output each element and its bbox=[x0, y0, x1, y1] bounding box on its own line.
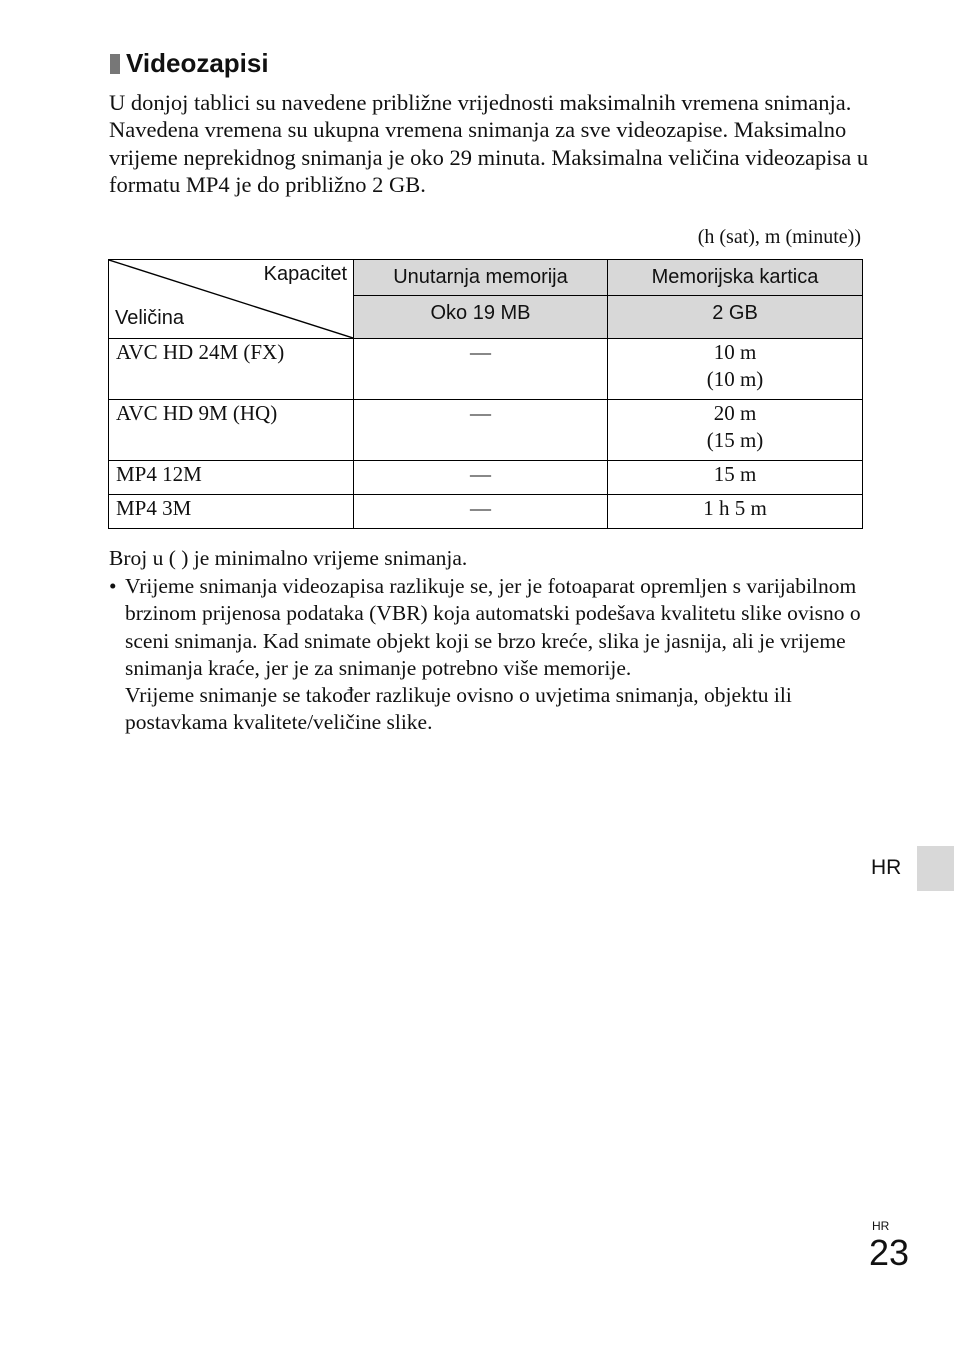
heading-marker-icon bbox=[110, 54, 120, 74]
row-card-min-time: (15 m) bbox=[706, 428, 764, 452]
page-language: HR bbox=[872, 1219, 890, 1233]
row-card bbox=[608, 400, 863, 461]
bullet-icon: • bbox=[109, 574, 117, 598]
row-size: AVC HD 9M (HQ) bbox=[109, 400, 354, 461]
bullet-text: Vrijeme snimanja videozapisa razlikuje se, jer je fotoaparat opremljen s varijabilnom brzinom prijenosa podataka (VBR) koja automatski podešava kvalitetu slike ovisno o sceni snimanja. Kad snimate objekt koji se brzo kreće, slika je jasnija, ali je vrijeme snimanja kraće, jer je za snimanje potrebno više memorije. bbox=[125, 574, 861, 680]
bullet-note bbox=[109, 573, 869, 737]
table-corner-cell bbox=[109, 260, 354, 339]
section-heading bbox=[110, 48, 269, 79]
card-capacity: 2 GB bbox=[608, 296, 863, 339]
row-size: MP4 3M bbox=[109, 495, 354, 529]
row-card: 1 h 5 m bbox=[608, 495, 863, 529]
header-memory-card: Memorijska kartica bbox=[608, 260, 863, 296]
row-card-min-time: (10 m) bbox=[706, 367, 764, 391]
row-internal: — bbox=[354, 495, 608, 529]
language-tab-label: HR bbox=[871, 856, 902, 879]
recording-time-table bbox=[108, 259, 863, 529]
internal-capacity: Oko 19 MB bbox=[354, 296, 608, 339]
corner-label-size: Veličina bbox=[115, 307, 184, 329]
units-note: (h (sat), m (minute)) bbox=[697, 226, 861, 248]
row-card bbox=[608, 339, 863, 400]
row-internal: — bbox=[354, 339, 608, 400]
table-row bbox=[109, 495, 863, 529]
row-size: AVC HD 24M (FX) bbox=[109, 339, 354, 400]
row-internal: — bbox=[354, 400, 608, 461]
language-tab-marker bbox=[917, 846, 954, 891]
page-number: 23 bbox=[869, 1232, 910, 1273]
section-title: Videozapisi bbox=[126, 48, 269, 78]
table-row bbox=[109, 400, 863, 461]
table-row bbox=[109, 339, 863, 400]
header-internal-memory: Unutarnja memorija bbox=[354, 260, 608, 296]
corner-label-capacity: Kapacitet bbox=[263, 263, 347, 285]
row-size: MP4 12M bbox=[109, 461, 354, 495]
row-card: 15 m bbox=[608, 461, 863, 495]
row-card-time: 10 m bbox=[713, 340, 757, 364]
row-internal: — bbox=[354, 461, 608, 495]
row-card-time: 20 m bbox=[713, 401, 757, 425]
table-row bbox=[109, 461, 863, 495]
intro-paragraph: U donjoj tablici su navedene približne vrijednosti maksimalnih vremena snimanja. Navedena vremena su ukupna vremena snimanja za sve videozapise. Maksimalno vrijeme neprekidnog snimanja je oko 29 minuta. Maksimalna veličina videozapisa u formatu MP4 je do približno 2 GB. bbox=[109, 90, 869, 197]
table-footnote: Broj u ( ) je minimalno vrijeme snimanja. bbox=[109, 546, 468, 570]
bullet-continuation: Vrijeme snimanje se također razlikuje ovisno o uvjetima snimanja, objektu ili postavkama kvalitete/veličine slike. bbox=[125, 683, 792, 735]
